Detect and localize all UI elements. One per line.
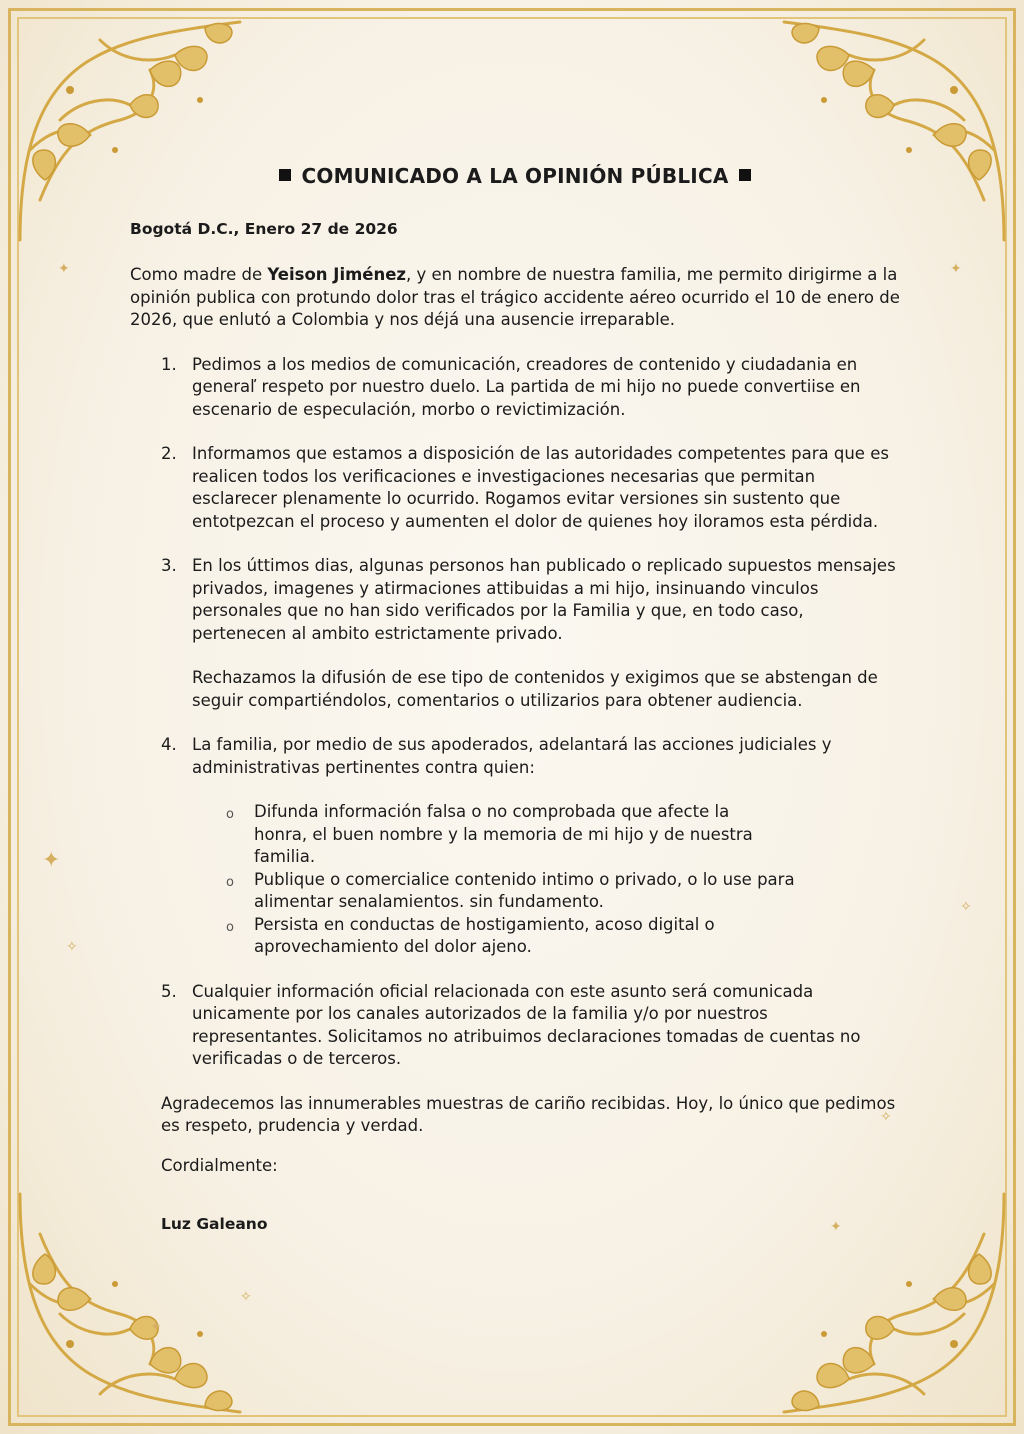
sparkle-icon: ✧ bbox=[880, 1109, 892, 1125]
bullet-icon: o bbox=[226, 807, 234, 822]
list-item-paragraph: Rechazamos la difusión de ese tipo de contenidos y exigimos que se abstengan de seguir compartiéndolos, comentarios o utilizarios para obtener audiencia. bbox=[192, 668, 878, 710]
bullet-list bbox=[130, 801, 900, 959]
intro-paragraph: Como madre de Yeison Jiménez, y en nombre de nuestra familia, me permito dirigirme a la opinión publica con protundo dolor tras el trágico accidente aéreo ocurrido el 10 de enero de 2026, que enlutó a Colombia y nos déjá una ausencie irreparable. bbox=[130, 265, 900, 329]
sparkle-icon: ✦ bbox=[58, 261, 70, 277]
list-item bbox=[130, 443, 900, 533]
regards-line: Cordialmente: bbox=[161, 1155, 278, 1175]
signature-name: Luz Galeano bbox=[161, 1214, 268, 1233]
bullet-icon: o bbox=[226, 919, 234, 935]
list-item-number: 1. bbox=[161, 354, 177, 374]
numbered-list bbox=[130, 354, 900, 1071]
letter-title bbox=[130, 164, 900, 188]
list-item-number: 5. bbox=[161, 981, 177, 1001]
square-bullet-icon bbox=[739, 169, 751, 181]
list-item bbox=[130, 555, 900, 712]
list-item bbox=[130, 354, 900, 422]
bullet-icon: o bbox=[226, 874, 234, 890]
list-item-number: 2. bbox=[161, 444, 177, 463]
sparkle-icon: ✧ bbox=[960, 899, 972, 915]
sparkle-icon: ✦ bbox=[42, 848, 61, 873]
letter-date: Bogotá D.C., Enero 27 de 2026 bbox=[130, 220, 398, 238]
closing-paragraph: Agradecemos las innumerables muestras de cariño recibidas. Hoy, lo único que pedimos es respeto, prudencia y verdad. bbox=[161, 1093, 896, 1135]
letter-body bbox=[130, 160, 900, 1233]
list-item-number: 4. bbox=[161, 735, 177, 754]
list-item-text: Pedimos a los medios de comunicación, creadores de contenido y ciudadania en generaľ respeto por nuestro duelo. La partida de mi hijo no puede convertiise en escenario de especulación, morbo o revictimización. bbox=[192, 354, 861, 419]
sparkle-icon: ✦ bbox=[950, 261, 962, 277]
sparkle-icon: ✦ bbox=[150, 1319, 162, 1335]
list-item bbox=[130, 981, 900, 1071]
sparkle-icon: ✦ bbox=[830, 1219, 842, 1235]
list-item-text: Cualquier información oficial relacionada con este asunto será comunicada unicamente por los canales autorizados de la familia y/o por nuestros representantes. Solicitamos no atribuimos declaraciones tomadas de cuentas no verificadas o de terceros. bbox=[192, 981, 861, 1068]
list-item-text: Informamos que estamos a disposición de las autoridades competentes para que es realicen todos los verificaciones e investigaciones necesarias que permitan esclarecer plenamente lo ocurrido. Rogamos evitar versiones sin sustento que entotpezcan el proceso y aumenten el dolor de quienes hoy iloramos esta pérdida. bbox=[192, 444, 889, 531]
sparkle-icon: ✧ bbox=[66, 939, 78, 955]
square-bullet-icon bbox=[279, 169, 291, 181]
list-item-text: En los úttimos dias, algunas personos han publicado o replicado supuestos mensajes privados, imagenes y atirmaciones attibuidas a mi hijo, insinuando vinculos personales que no han sido verificados por la Familia y que, en todo caso, pertenecen al ambito estrictamente privado. bbox=[192, 556, 896, 643]
list-item bbox=[130, 734, 900, 959]
intro-name: Yeison Jiménez bbox=[267, 265, 407, 284]
sparkle-icon: ✧ bbox=[240, 1289, 252, 1305]
bullet-item: o Difunda información falsa o no comprobada que afecte la honra, el buen nombre y la memoria de mi hijo y de nuestra familia. bbox=[226, 802, 753, 866]
bullet-item: o Publique o comercialice contenido intimo o privado, o lo use para alimentar senalamientos. sin fundamento. bbox=[226, 869, 795, 911]
letter-title-text: COMUNICADO A LA OPINIÓN PÚBLICA bbox=[301, 164, 729, 188]
list-item-text: La familia, por medio de sus apoderados, adelantará las acciones judiciales y administrativas pertinentes contra quien: bbox=[192, 735, 832, 777]
bullet-item: o Persista en conductas de hostigamiento, acoso digital o aprovechamiento del dolor ajeno. bbox=[226, 914, 715, 956]
list-item-number: 3. bbox=[161, 556, 177, 575]
